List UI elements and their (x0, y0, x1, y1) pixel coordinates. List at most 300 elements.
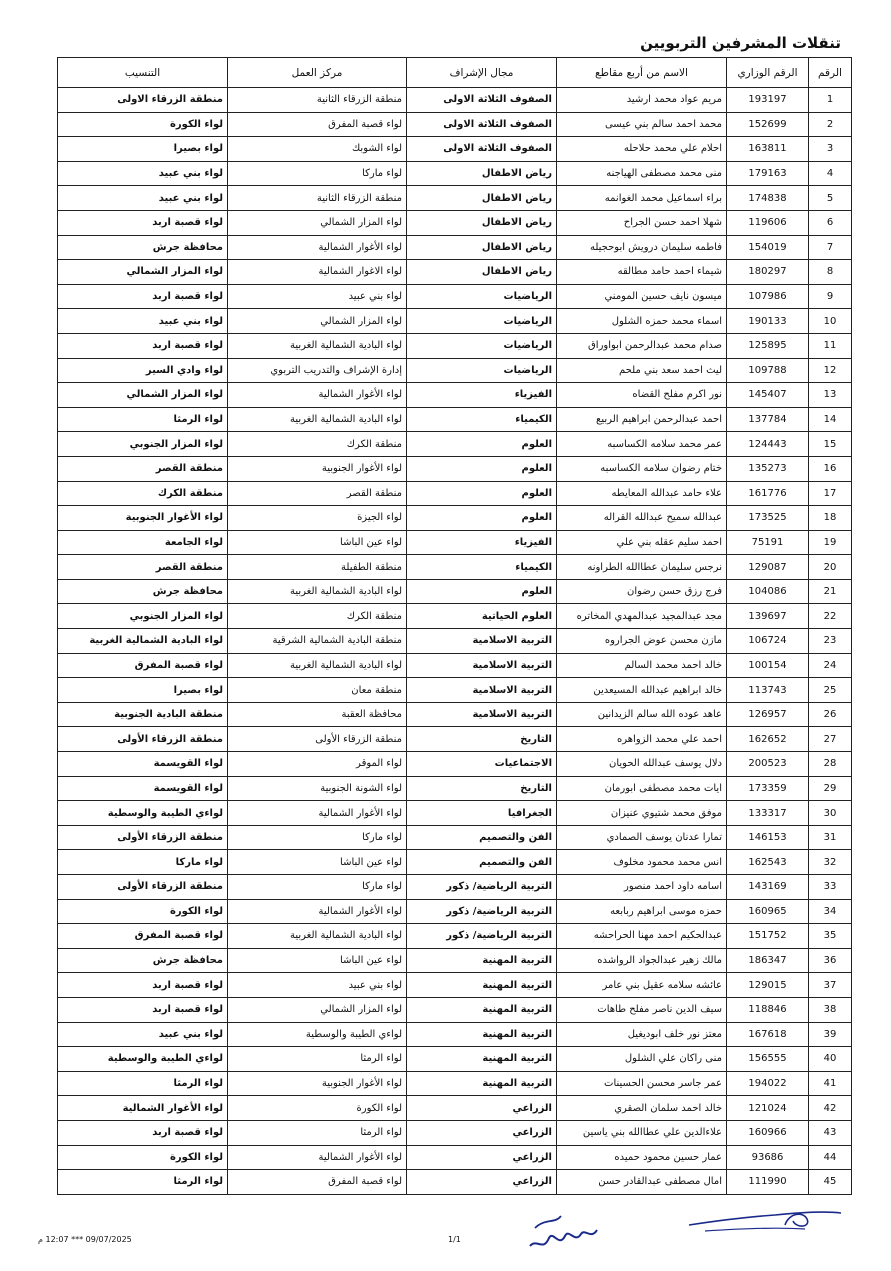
cell-name: صدام محمد عبدالرحمن ابواوراق (557, 333, 727, 358)
cell-field: رياض الاطفال (407, 210, 557, 235)
cell-work-center: لواء الاغوار الشمالية (228, 260, 407, 285)
cell-assignment: لواء القويسمة (58, 776, 228, 801)
col-header-field: مجال الإشراف (407, 58, 557, 88)
cell-work-center: لواء البادية الشمالية الغربية (228, 653, 407, 678)
table-row (58, 260, 852, 285)
cell-assignment: لواء الرمثا (58, 1071, 228, 1096)
cell-field: الرياضيات (407, 284, 557, 309)
cell-number: 2 (809, 112, 852, 137)
cell-number: 43 (809, 1120, 852, 1145)
cell-ministry-id: 135273 (727, 456, 809, 481)
cell-name: منى راكان علي الشلول (557, 1047, 727, 1072)
cell-work-center: لواء المزار الشمالي (228, 997, 407, 1022)
cell-assignment: لواء الأغوار الجنوبية (58, 506, 228, 531)
table-row (58, 875, 852, 900)
cell-number: 11 (809, 333, 852, 358)
cell-field: الكيمياء (407, 555, 557, 580)
cell-ministry-id: 93686 (727, 1145, 809, 1170)
table-row (58, 1047, 852, 1072)
transfers-table (57, 57, 852, 1195)
print-timestamp: 09/07/2025 *** 12:07 م (38, 1235, 132, 1244)
cell-field: التربية الاسلامية (407, 629, 557, 654)
cell-field: العلوم (407, 579, 557, 604)
cell-field: الرياضيات (407, 333, 557, 358)
cell-assignment: منطقة الزرقاء الاولى (58, 88, 228, 113)
cell-field: الزراعي (407, 1170, 557, 1195)
col-header-assignment: التنسيب (58, 58, 228, 88)
cell-name: احمد عبدالرحمن ابراهيم الربيع (557, 407, 727, 432)
cell-work-center: لواء بني عبيد (228, 973, 407, 998)
cell-name: عبدالحكيم احمد مهنا الحراحشه (557, 924, 727, 949)
cell-name: مجد عبدالمجيد عبدالمهدي المخاتره (557, 604, 727, 629)
cell-field: التربية الاسلامية (407, 678, 557, 703)
cell-assignment: لواء ماركا (58, 850, 228, 875)
cell-number: 25 (809, 678, 852, 703)
cell-ministry-id: 200523 (727, 752, 809, 777)
cell-name: ميسون نايف حسين المومني (557, 284, 727, 309)
table-row (58, 333, 852, 358)
cell-number: 5 (809, 186, 852, 211)
table-row (58, 1096, 852, 1121)
cell-work-center: لواء قصبة المفرق (228, 1170, 407, 1195)
cell-ministry-id: 160966 (727, 1120, 809, 1145)
cell-field: الصفوف الثلاثة الاولى (407, 112, 557, 137)
cell-name: خالد احمد محمد السالم (557, 653, 727, 678)
cell-number: 35 (809, 924, 852, 949)
cell-ministry-id: 100154 (727, 653, 809, 678)
table-row (58, 88, 852, 113)
cell-ministry-id: 124443 (727, 432, 809, 457)
table-row (58, 702, 852, 727)
cell-name: خالد احمد سلمان الصقري (557, 1096, 727, 1121)
cell-work-center: محافظة العقبة (228, 702, 407, 727)
cell-number: 45 (809, 1170, 852, 1195)
cell-number: 17 (809, 481, 852, 506)
table-row (58, 678, 852, 703)
cell-field: العلوم (407, 456, 557, 481)
cell-number: 24 (809, 653, 852, 678)
cell-name: عمر محمد سلامه الكساسبه (557, 432, 727, 457)
cell-work-center: لواء الأغوار الشمالية (228, 383, 407, 408)
cell-name: محمد احمد سالم بني عيسى (557, 112, 727, 137)
cell-field: الفيزياء (407, 383, 557, 408)
cell-number: 32 (809, 850, 852, 875)
table-row (58, 752, 852, 777)
cell-number: 13 (809, 383, 852, 408)
cell-ministry-id: 126957 (727, 702, 809, 727)
signature-right (685, 1203, 845, 1239)
cell-work-center: لواء ماركا (228, 875, 407, 900)
table-row (58, 456, 852, 481)
cell-ministry-id: 119606 (727, 210, 809, 235)
cell-assignment: لواءي الطيبة والوسطية (58, 801, 228, 826)
cell-assignment: منطقة القصر (58, 456, 228, 481)
cell-field: الزراعي (407, 1120, 557, 1145)
cell-field: الزراعي (407, 1096, 557, 1121)
cell-number: 4 (809, 161, 852, 186)
cell-name: ليث احمد سعد بني ملحم (557, 358, 727, 383)
cell-ministry-id: 163811 (727, 137, 809, 162)
cell-ministry-id: 129015 (727, 973, 809, 998)
cell-work-center: لواء الأغوار الشمالية (228, 235, 407, 260)
cell-number: 6 (809, 210, 852, 235)
page-number: 1/1 (448, 1235, 461, 1244)
cell-ministry-id: 167618 (727, 1022, 809, 1047)
cell-number: 36 (809, 948, 852, 973)
table-row (58, 112, 852, 137)
cell-name: مريم عواد محمد ارشيد (557, 88, 727, 113)
cell-work-center: لواء البادية الشمالية الغربية (228, 407, 407, 432)
table-row (58, 727, 852, 752)
cell-ministry-id: 193197 (727, 88, 809, 113)
cell-name: عمار حسين محمود حميده (557, 1145, 727, 1170)
cell-assignment: لواء قصبة اربد (58, 997, 228, 1022)
table-row (58, 1071, 852, 1096)
cell-field: الصفوف الثلاثة الاولى (407, 88, 557, 113)
cell-work-center: لواء ماركا (228, 825, 407, 850)
cell-assignment: لواء قصبة اربد (58, 210, 228, 235)
table-row (58, 161, 852, 186)
cell-field: رياض الاطفال (407, 186, 557, 211)
cell-field: رياض الاطفال (407, 260, 557, 285)
cell-number: 26 (809, 702, 852, 727)
cell-number: 14 (809, 407, 852, 432)
table-row (58, 383, 852, 408)
cell-field: التربية المهنية (407, 1047, 557, 1072)
cell-field: الصفوف الثلاثة الاولى (407, 137, 557, 162)
cell-ministry-id: 161776 (727, 481, 809, 506)
cell-ministry-id: 107986 (727, 284, 809, 309)
cell-field: التربية الرياضية/ ذكور (407, 875, 557, 900)
header-row (58, 58, 852, 88)
table-row (58, 137, 852, 162)
cell-work-center: لواء الأغوار الجنوبية (228, 1071, 407, 1096)
cell-ministry-id: 106724 (727, 629, 809, 654)
cell-assignment: محافظة جرش (58, 579, 228, 604)
cell-ministry-id: 111990 (727, 1170, 809, 1195)
cell-ministry-id: 137784 (727, 407, 809, 432)
cell-work-center: لواء الأغوار الشمالية (228, 899, 407, 924)
table-row (58, 653, 852, 678)
cell-name: اسامه داود احمد منصور (557, 875, 727, 900)
cell-number: 33 (809, 875, 852, 900)
cell-assignment: لواء المزار الشمالي (58, 383, 228, 408)
cell-ministry-id: 125895 (727, 333, 809, 358)
cell-assignment: منطقة الزرقاء الأولى (58, 825, 228, 850)
cell-ministry-id: 180297 (727, 260, 809, 285)
cell-name: نرجس سليمان عطاالله الطراونه (557, 555, 727, 580)
table-row (58, 1170, 852, 1195)
signature-left (525, 1208, 605, 1258)
cell-number: 41 (809, 1071, 852, 1096)
table-row (58, 358, 852, 383)
cell-number: 42 (809, 1096, 852, 1121)
cell-number: 20 (809, 555, 852, 580)
cell-work-center: لواء الكورة (228, 1096, 407, 1121)
cell-ministry-id: 162652 (727, 727, 809, 752)
cell-field: رياض الاطفال (407, 161, 557, 186)
cell-ministry-id: 143169 (727, 875, 809, 900)
cell-ministry-id: 129087 (727, 555, 809, 580)
cell-work-center: لواء عين الباشا (228, 948, 407, 973)
cell-assignment: محافظة جرش (58, 235, 228, 260)
cell-name: عبدالله سميح عبدالله القراله (557, 506, 727, 531)
cell-ministry-id: 173525 (727, 506, 809, 531)
cell-field: التربية المهنية (407, 1071, 557, 1096)
cell-field: التربية المهنية (407, 973, 557, 998)
cell-number: 28 (809, 752, 852, 777)
cell-ministry-id: 160965 (727, 899, 809, 924)
table-row (58, 186, 852, 211)
cell-work-center: لواء بني عبيد (228, 284, 407, 309)
cell-work-center: منطقة الزرقاء الثانية (228, 186, 407, 211)
cell-assignment: لواء بصيرا (58, 137, 228, 162)
cell-work-center: لواء ماركا (228, 161, 407, 186)
cell-number: 21 (809, 579, 852, 604)
cell-assignment: لواء بني عبيد (58, 186, 228, 211)
cell-number: 27 (809, 727, 852, 752)
cell-name: شيماء احمد حامد مطالقه (557, 260, 727, 285)
cell-name: احمد علي محمد الزواهره (557, 727, 727, 752)
cell-work-center: لواء البادية الشمالية الغربية (228, 579, 407, 604)
cell-number: 16 (809, 456, 852, 481)
cell-name: براء اسماعيل محمد الغوانمه (557, 186, 727, 211)
cell-name: ختام رضوان سلامه الكساسبه (557, 456, 727, 481)
cell-assignment: لواء القويسمة (58, 752, 228, 777)
cell-ministry-id: 75191 (727, 530, 809, 555)
cell-assignment: لواء بني عبيد (58, 1022, 228, 1047)
cell-assignment: منطقة القصر (58, 555, 228, 580)
table-row (58, 1022, 852, 1047)
cell-field: التاريخ (407, 727, 557, 752)
cell-field: الكيمياء (407, 407, 557, 432)
cell-name: تمارا عدنان يوسف الصمادي (557, 825, 727, 850)
cell-name: موفق محمد شتيوي عنيزان (557, 801, 727, 826)
table-row (58, 555, 852, 580)
cell-work-center: إدارة الإشراف والتدريب التربوي (228, 358, 407, 383)
table-row (58, 825, 852, 850)
cell-assignment: منطقة البادية الجنوبية (58, 702, 228, 727)
cell-ministry-id: 139697 (727, 604, 809, 629)
cell-number: 38 (809, 997, 852, 1022)
cell-number: 40 (809, 1047, 852, 1072)
table-row (58, 1145, 852, 1170)
col-header-name: الاسم من أربع مقاطع (557, 58, 727, 88)
cell-name: مالك زهير عبدالجواد الرواشده (557, 948, 727, 973)
table-row (58, 924, 852, 949)
table-body (58, 88, 852, 1195)
cell-assignment: لواء بني عبيد (58, 309, 228, 334)
cell-work-center: منطقة معان (228, 678, 407, 703)
cell-name: خالد ابراهيم عبدالله المسيعدين (557, 678, 727, 703)
cell-name: امال مصطفى عبدالقادر حسن (557, 1170, 727, 1195)
cell-ministry-id: 121024 (727, 1096, 809, 1121)
cell-field: التربية الاسلامية (407, 653, 557, 678)
cell-assignment: لواء الأغوار الشمالية (58, 1096, 228, 1121)
cell-work-center: منطقة الزرقاء الأولى (228, 727, 407, 752)
cell-field: الاجتماعيات (407, 752, 557, 777)
cell-name: فاطمه سليمان درويش ابوحجيله (557, 235, 727, 260)
cell-assignment: لواء قصبة المفرق (58, 653, 228, 678)
cell-ministry-id: 156555 (727, 1047, 809, 1072)
cell-field: الزراعي (407, 1145, 557, 1170)
cell-ministry-id: 104086 (727, 579, 809, 604)
cell-field: التربية الاسلامية (407, 702, 557, 727)
cell-number: 8 (809, 260, 852, 285)
cell-ministry-id: 179163 (727, 161, 809, 186)
cell-field: رياض الاطفال (407, 235, 557, 260)
cell-work-center: لواء المزار الشمالي (228, 309, 407, 334)
cell-name: عاهد عوده الله سالم الزيدانين (557, 702, 727, 727)
cell-name: انس محمد محمود مخلوف (557, 850, 727, 875)
cell-number: 12 (809, 358, 852, 383)
cell-work-center: لواء المزار الشمالي (228, 210, 407, 235)
cell-name: اسماء محمد حمزه الشلول (557, 309, 727, 334)
cell-assignment: لواء قصبة اربد (58, 973, 228, 998)
cell-assignment: لواء قصبة اربد (58, 1120, 228, 1145)
cell-work-center: منطقة الزرقاء الثانية (228, 88, 407, 113)
cell-number: 44 (809, 1145, 852, 1170)
cell-work-center: لواء الأغوار الشمالية (228, 1145, 407, 1170)
cell-number: 7 (809, 235, 852, 260)
cell-field: الفن والتصميم (407, 825, 557, 850)
cell-assignment: لواء الكورة (58, 112, 228, 137)
table-row (58, 530, 852, 555)
cell-field: التربية الرياضية/ ذكور (407, 899, 557, 924)
cell-work-center: لواء قصبة المفرق (228, 112, 407, 137)
cell-number: 30 (809, 801, 852, 826)
cell-name: شهلا احمد حسن الجراح (557, 210, 727, 235)
cell-number: 15 (809, 432, 852, 457)
cell-assignment: منطقة الكرك (58, 481, 228, 506)
cell-field: العلوم (407, 506, 557, 531)
cell-assignment: لواء الجامعة (58, 530, 228, 555)
cell-work-center: منطقة الطفيلة (228, 555, 407, 580)
cell-ministry-id: 162543 (727, 850, 809, 875)
cell-number: 34 (809, 899, 852, 924)
cell-number: 1 (809, 88, 852, 113)
cell-name: عائشه سلامه عقيل بني عامر (557, 973, 727, 998)
cell-ministry-id: 173359 (727, 776, 809, 801)
cell-name: معتز نور خلف ابوديغيل (557, 1022, 727, 1047)
cell-assignment: منطقة الزرقاء الأولى (58, 875, 228, 900)
cell-assignment: لواء الرمثا (58, 1170, 228, 1195)
cell-name: احلام علي محمد حلاحله (557, 137, 727, 162)
cell-field: العلوم الحياتية (407, 604, 557, 629)
cell-work-center: لواء الرمثا (228, 1047, 407, 1072)
cell-ministry-id: 194022 (727, 1071, 809, 1096)
cell-ministry-id: 146153 (727, 825, 809, 850)
cell-work-center: لواء الرمثا (228, 1120, 407, 1145)
cell-work-center: لواء الشونة الجنوبية (228, 776, 407, 801)
cell-assignment: لواء المزار الشمالي (58, 260, 228, 285)
table-row (58, 481, 852, 506)
cell-name: علاءالدين علي عطاالله بني ياسين (557, 1120, 727, 1145)
col-header-ministry-id: الرقم الوزاري (727, 58, 809, 88)
cell-work-center: لواء الجيزة (228, 506, 407, 531)
cell-assignment: لواء وادي السير (58, 358, 228, 383)
cell-name: فرج رزق حسن رضوان (557, 579, 727, 604)
cell-field: الفن والتصميم (407, 850, 557, 875)
cell-field: التربية المهنية (407, 1022, 557, 1047)
cell-number: 22 (809, 604, 852, 629)
cell-work-center: لواء الأغوار الشمالية (228, 801, 407, 826)
cell-assignment: منطقة الزرقاء الأولى (58, 727, 228, 752)
cell-field: العلوم (407, 481, 557, 506)
table-row (58, 850, 852, 875)
table-row (58, 235, 852, 260)
cell-assignment: لواءي الطيبة والوسطية (58, 1047, 228, 1072)
cell-work-center: لواء الموقر (228, 752, 407, 777)
cell-assignment: لواء بصيرا (58, 678, 228, 703)
cell-ministry-id: 133317 (727, 801, 809, 826)
cell-number: 23 (809, 629, 852, 654)
table-row (58, 506, 852, 531)
cell-field: الرياضيات (407, 309, 557, 334)
cell-name: مازن محسن عوض الجراروه (557, 629, 727, 654)
cell-work-center: منطقة البادية الشمالية الشرقية (228, 629, 407, 654)
cell-work-center: لواء الأغوار الجنوبية (228, 456, 407, 481)
table-row (58, 948, 852, 973)
cell-work-center: لواء عين الباشا (228, 530, 407, 555)
cell-number: 19 (809, 530, 852, 555)
table-row (58, 997, 852, 1022)
cell-name: منى محمد مصطفى الهياجنه (557, 161, 727, 186)
cell-work-center: لواء عين الباشا (228, 850, 407, 875)
cell-number: 29 (809, 776, 852, 801)
cell-field: التربية المهنية (407, 997, 557, 1022)
cell-ministry-id: 145407 (727, 383, 809, 408)
cell-work-center: لواء البادية الشمالية الغربية (228, 333, 407, 358)
cell-name: دلال يوسف عبدالله الحويان (557, 752, 727, 777)
table-row (58, 801, 852, 826)
table-row (58, 407, 852, 432)
cell-field: التربية المهنية (407, 948, 557, 973)
cell-number: 10 (809, 309, 852, 334)
cell-name: عمر جاسر محسن الحسينات (557, 1071, 727, 1096)
cell-ministry-id: 186347 (727, 948, 809, 973)
table-row (58, 629, 852, 654)
table-row (58, 579, 852, 604)
table-row (58, 309, 852, 334)
cell-field: الفيزياء (407, 530, 557, 555)
cell-assignment: لواء الكورة (58, 899, 228, 924)
cell-assignment: لواء بني عبيد (58, 161, 228, 186)
table-row (58, 210, 852, 235)
table-row (58, 973, 852, 998)
cell-name: ايات محمد مصطفى ابورمان (557, 776, 727, 801)
table-row (58, 1120, 852, 1145)
col-header-number: الرقم (809, 58, 852, 88)
page-title: تنقلات المشرفين التربويين (640, 34, 841, 52)
cell-assignment: لواء قصبة اربد (58, 333, 228, 358)
cell-work-center: منطقة الكرك (228, 604, 407, 629)
cell-field: الرياضيات (407, 358, 557, 383)
cell-ministry-id: 190133 (727, 309, 809, 334)
cell-field: التربية الرياضية/ ذكور (407, 924, 557, 949)
cell-ministry-id: 118846 (727, 997, 809, 1022)
table-row (58, 432, 852, 457)
cell-work-center: منطقة الكرك (228, 432, 407, 457)
cell-name: حمزه موسى ابراهيم ربابعه (557, 899, 727, 924)
cell-ministry-id: 154019 (727, 235, 809, 260)
cell-number: 39 (809, 1022, 852, 1047)
table-row (58, 776, 852, 801)
cell-assignment: لواء البادية الشمالية الغربية (58, 629, 228, 654)
cell-name: احمد سليم عقله بني علي (557, 530, 727, 555)
cell-ministry-id: 109788 (727, 358, 809, 383)
cell-name: سيف الدين ناصر مفلح طاهات (557, 997, 727, 1022)
